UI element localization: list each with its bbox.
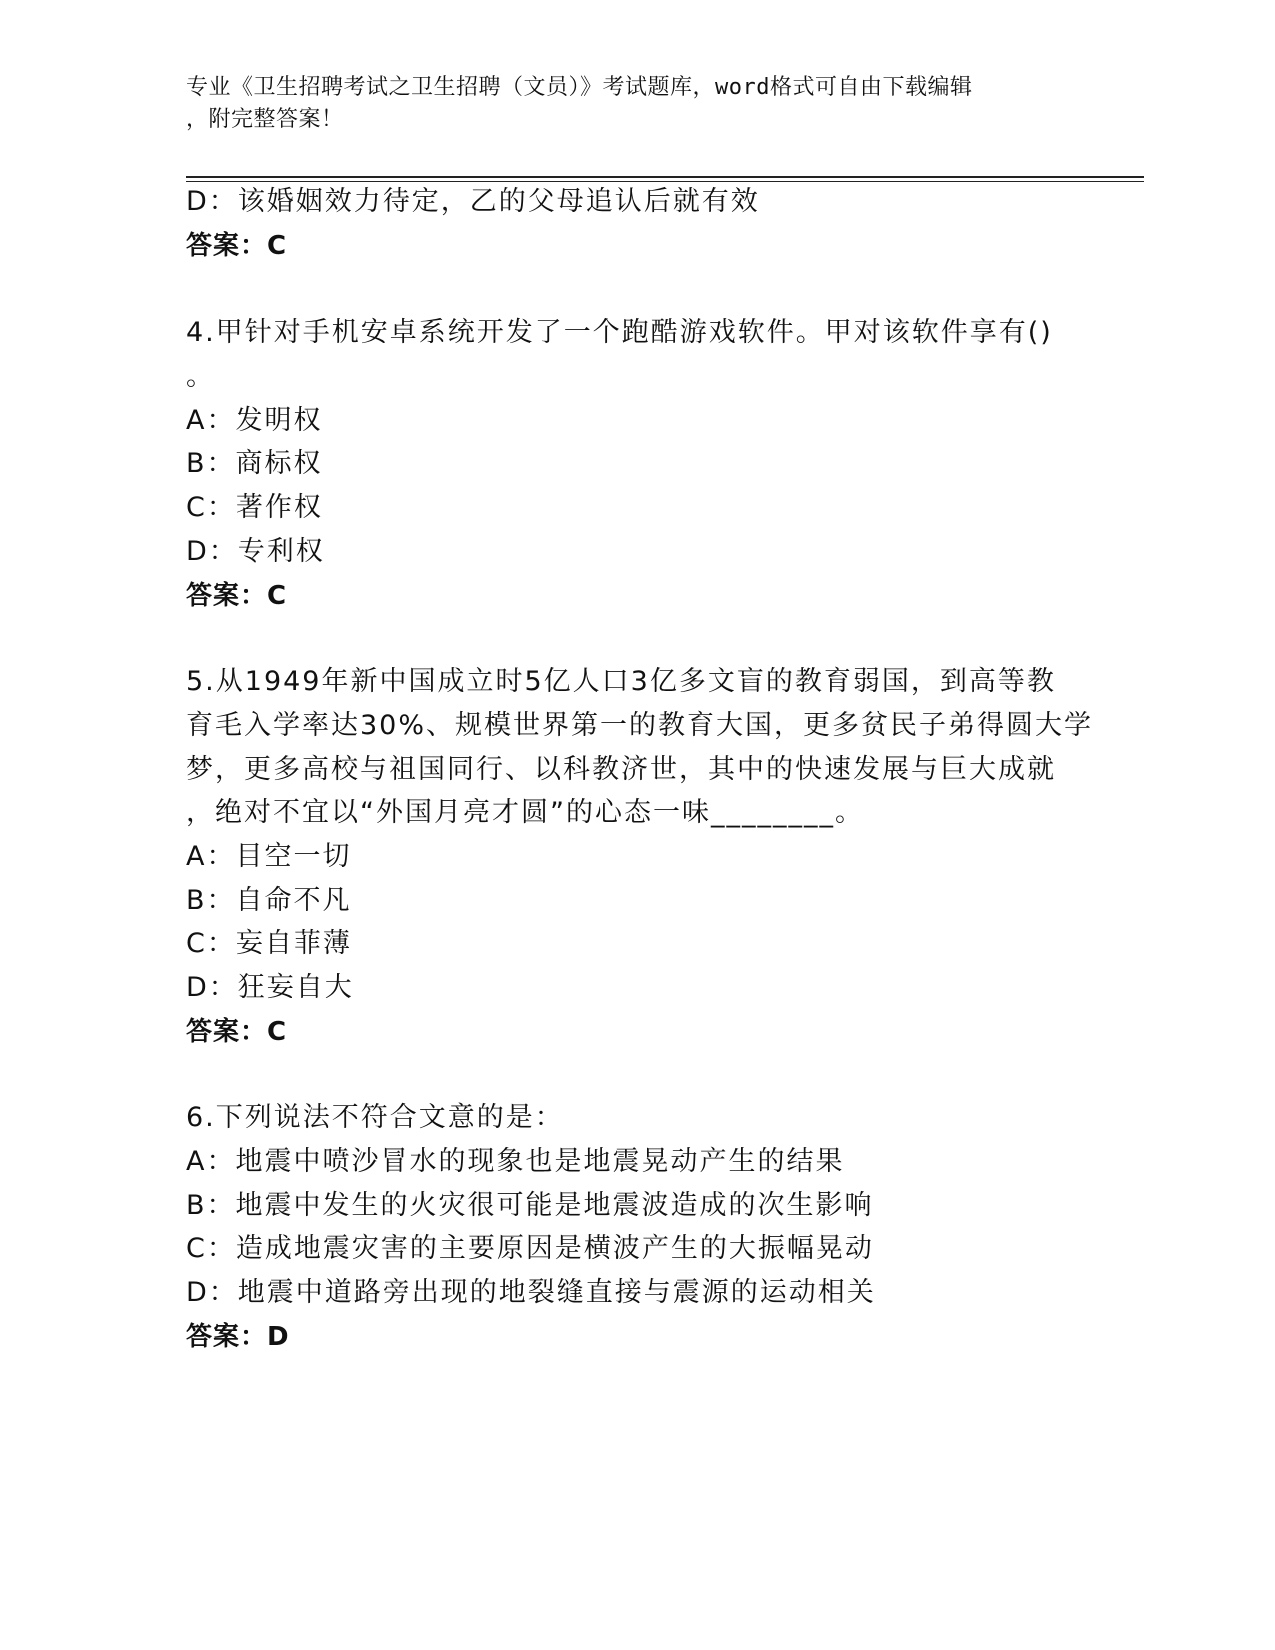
q5-option-d: D：狂妄自大 [186,972,354,1003]
q5-answer: 答案：C [186,1017,288,1047]
q6-answer: 答案：D [186,1322,290,1352]
q4-answer: 答案：C [186,581,288,611]
q4-option-d: D：专利权 [186,536,325,567]
q6-option-c: C：造成地震灾害的主要原因是横波产生的大振幅晃动 [186,1233,874,1264]
header-divider-thin [186,181,1144,182]
q4-option-c: C：著作权 [186,492,323,523]
header-line-2: ，附完整答案！ [186,107,344,132]
q6-stem: 6.下列说法不符合文意的是： [186,1102,564,1133]
header-divider-thick [186,176,1144,178]
q6-option-a: A：地震中喷沙冒水的现象也是地震晃动产生的结果 [186,1146,845,1177]
q3-answer: 答案：C [186,231,288,261]
page-header [186,72,1086,136]
q5-stem-line-2: 育毛入学率达30%、规模世界第一的教育大国，更多贫民子弟得圆大学 [186,710,1094,741]
q5-option-c: C：妄自菲薄 [186,928,352,959]
q4-option-a: A：发明权 [186,405,323,436]
q6-option-b: B：地震中发生的火灾很可能是地震波造成的次生影响 [186,1190,874,1221]
q5-stem-line-1: 5.从1949年新中国成立时5亿人口3亿多文盲的教育弱国，到高等教 [186,666,1056,697]
q5-stem-line-4: ，绝对不宜以“外国月亮才圆”的心态一味________。 [186,797,864,828]
header-line-1: 专业《卫生招聘考试之卫生招聘（文员）》考试题库，word格式可自由下载编辑 [186,75,973,100]
q5-option-a: A：目空一切 [186,841,352,872]
q3-option-d: D：该婚姻效力待定，乙的父母追认后就有效 [186,186,760,217]
q4-stem-line-1: 4.甲针对手机安卓系统开发了一个跑酷游戏软件。甲对该软件享有() [186,317,1053,348]
q6-option-d: D：地震中道路旁出现的地裂缝直接与震源的运动相关 [186,1277,876,1308]
q4-option-b: B：商标权 [186,448,323,479]
q4-stem-line-2: 。 [186,361,215,392]
q5-option-b: B：自命不凡 [186,885,352,916]
q5-stem-line-3: 梦，更多高校与祖国同行、以科教济世，其中的快速发展与巨大成就 [186,754,1056,785]
